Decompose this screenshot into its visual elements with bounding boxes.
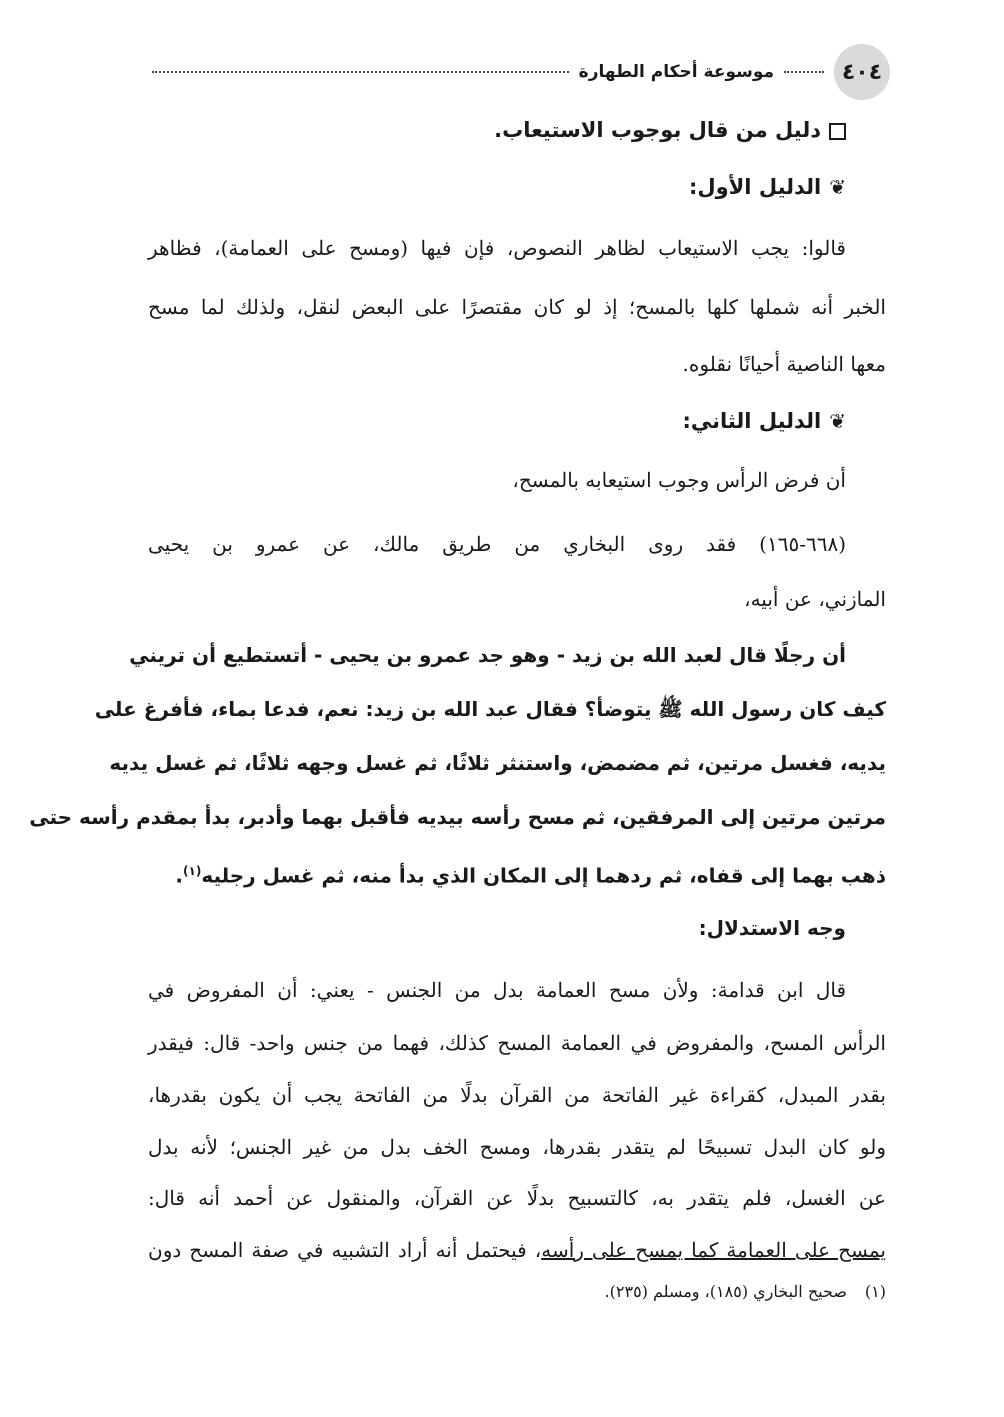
first-evidence-line-1: قالوا: يجب الاستيعاب لظاهر النصوص، فإن فيها (ومسح على العمامة)، فظاهر — [148, 236, 846, 260]
first-evidence-line-3: معها الناصية أحيانًا نقلوه. — [682, 352, 886, 376]
footnote-reference: (١) — [183, 864, 202, 878]
inference-line-6 — [148, 1236, 886, 1264]
inference-line-2: الرأس المسح، والمفروض في العمامة المسح كذلك، فهما من جنس واحد- قال: فيقدر — [148, 1031, 886, 1055]
checkbox-square-icon — [829, 123, 846, 140]
first-evidence-line-2: الخبر أنه شملها كلها بالمسح؛ إذ لو كان مقتصرًا على البعض لنقل، ولذلك لما مسح — [148, 295, 886, 319]
subheading-first-evidence — [148, 173, 846, 201]
inference-line-3: بقدر المبدل، كقراءة غير الفاتحة من القرآن بدلًا من الفاتحة يجب أن يكون بقدرها، — [148, 1083, 886, 1107]
hadith-line-1: أن رجلًا قال لعبد الله بن زيد - وهو جد عمرو بن يحيى - أتستطيع أن تريني — [129, 643, 846, 667]
heading-second-text: الدليل الثاني: — [682, 409, 822, 433]
inference-line-1: قال ابن قدامة: ولأن مسح العمامة بدل من الجنس - يعني: أن المفروض في — [148, 978, 846, 1002]
hadith-line-5-text: ذهب بهما إلى قفاه، ثم ردهما إلى المكان الذي بدأ منه، ثم غسل رجليه — [201, 863, 886, 888]
narration-line-1: (٦٦٨-١٦٥) فقد روى البخاري من طريق مالك، عن عمرو بن يحيى — [148, 532, 846, 556]
running-title: موسوعة أحكام الطهارة — [578, 62, 774, 82]
section-heading-evidence — [148, 116, 846, 144]
hadith-line-4: مرتين مرتين إلى المرفقين، ثم مسح رأسه بيديه فأقبل بهما وأدبر، بدأ بمقدم رأسه حتى — [29, 805, 886, 829]
heading-first-text: الدليل الأول: — [689, 175, 822, 199]
running-header — [148, 56, 828, 88]
second-evidence-line: أن فرض الرأس وجوب استيعابه بالمسح، — [512, 468, 846, 492]
inference-line-5: عن الغسل، فلم يتقدر به، كالتسبيح بدلًا عن القرآن، والمنقول عن أحمد أنه قال: — [148, 1186, 886, 1210]
ornament-flower-icon: ❦ — [829, 409, 846, 433]
underlined-quote: يمسح على العمامة كما يمسح على رأسه — [541, 1238, 886, 1262]
hadith-line-2: كيف كان رسول الله ﷺ يتوضأ؟ فقال عبد الله بن زيد: نعم، فدعا بماء، فأفرغ على — [94, 697, 886, 721]
page-number-badge — [834, 44, 890, 100]
subheading-inference: وجه الاستدلال: — [698, 916, 846, 940]
subheading-second-evidence — [148, 407, 846, 435]
ornament-flower-icon: ❦ — [829, 175, 846, 199]
page-number: ٤٠٤ — [841, 59, 883, 85]
narration-line-2: المازني، عن أبيه، — [744, 587, 886, 611]
hadith-line-3: يديه، فغسل مرتين، ثم مضمض، واستنثر ثلاثًا، ثم غسل وجهه ثلاثًا، ثم غسل يديه — [109, 751, 886, 775]
heading-evidence-text: دليل من قال بوجوب الاستيعاب. — [494, 118, 821, 142]
inference-line-6-rest: ، فيحتمل أنه أراد التشبيه في صفة المسح دون — [148, 1238, 542, 1262]
header-dots-right — [784, 71, 824, 73]
inference-line-4: ولو كان البدل تسبيحًا لم يتقدر بقدرها، ومسح الخف بدل من غير الجنس؛ لأنه بدل — [148, 1135, 886, 1159]
footnote-text: صحيح البخاري (١٨٥)، ومسلم (٢٣٥). — [604, 1282, 847, 1301]
footnote — [148, 1280, 886, 1304]
hadith-line-5 — [148, 857, 886, 890]
footnote-number: (١) — [864, 1282, 886, 1301]
header-dots-left — [152, 71, 569, 73]
hadith-end-punctuation: . — [175, 863, 184, 888]
